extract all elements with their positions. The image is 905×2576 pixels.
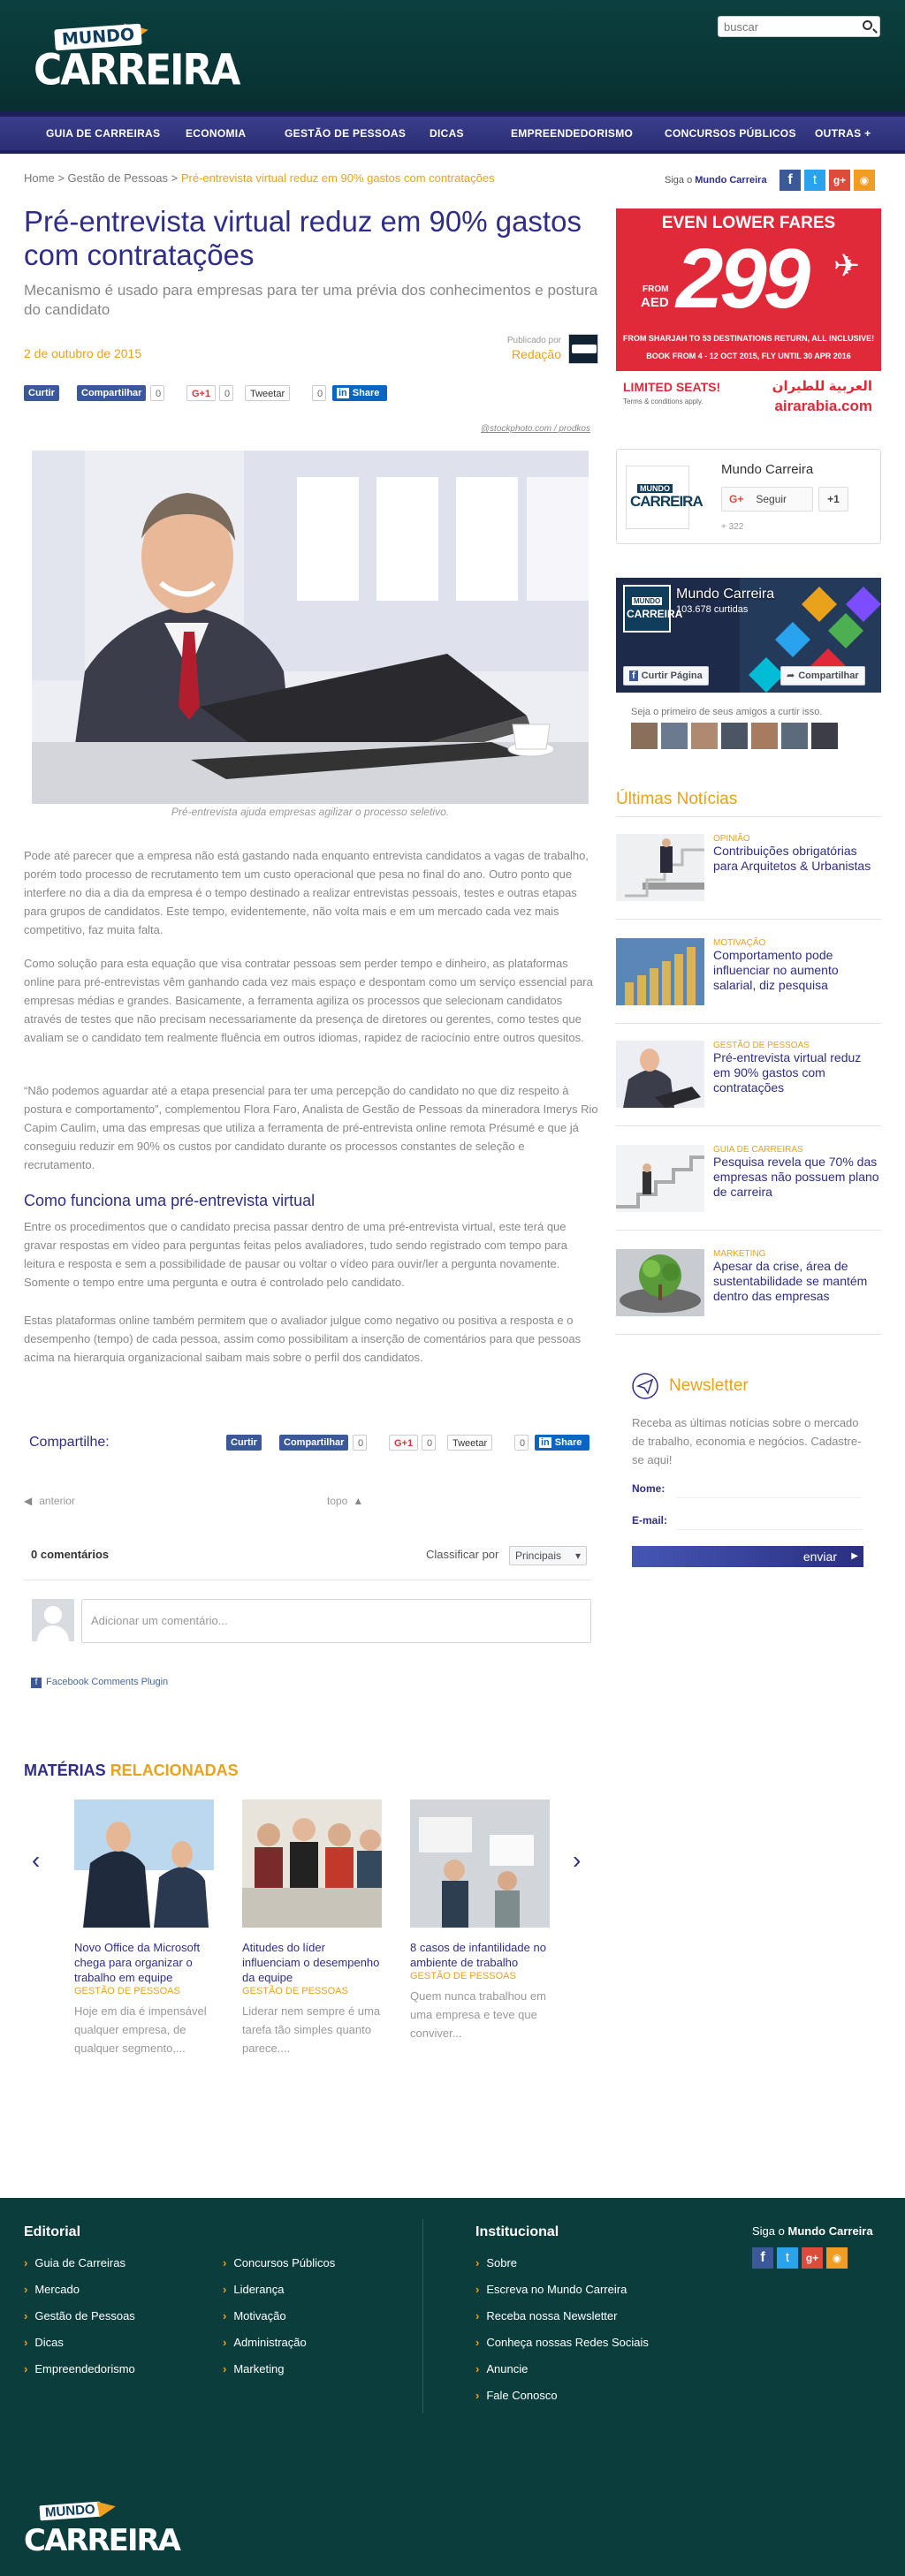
- tweet-button[interactable]: Tweetar: [447, 1435, 492, 1451]
- fb-friends-text: Seja o primeiro de seus amigos a curtir isso.: [631, 707, 823, 717]
- site-logo[interactable]: [34, 21, 240, 101]
- ad-dates: BOOK FROM 4 - 12 OCT 2015, FLY UNTIL 30 APR 2016: [646, 352, 851, 360]
- footer-editorial-heading: Editorial: [24, 2224, 81, 2239]
- fb-comments-plugin[interactable]: [31, 1677, 168, 1688]
- breadcrumb-home[interactable]: Home: [24, 171, 55, 185]
- breadcrumb-current: Pré-entrevista virtual reduz em 90% gastos com contratações: [180, 171, 495, 185]
- news-text: [713, 1249, 881, 1304]
- follow-brand: Mundo Carreira: [695, 175, 767, 186]
- article-paragraph: Entre os procedimentos que o candidato precisa passar dentro de uma pré-entrevista virtual, este terá que gravar respostas em vídeo para perguntas feitas pelos avaliadores, tudo sendo registrado com tempo para leitura e resposta e sem a possibilidade de pausar ou voltar o vídeo para ouvir/ler a pergunta novamente. Somente o tempo entre uma pergunta e outra é controlado pelo candidato.: [24, 1220, 567, 1289]
- article-paragraph: Como solução para esta equação que visa contratar pessoas sem perder tempo e dinheiro, as plataformas online para pré-entrevistas vêm ganhando cada vez mais espaço e despontam como um serviço essencial para empresas médias e grandes. Basicamente, a ferramenta agiliza os processos que selecionam candidatos através de testes que não precisam necessariamente da presença de diretores ou gerentes, como testes que avaliam se o candidato tem realmente fluência em outros idiomas, rapidez de raciocínio entre outros quesitos.: [24, 957, 593, 1044]
- main-nav: [0, 111, 905, 154]
- author-avatar-logo: [572, 345, 597, 353]
- chevron-up-icon: ▲: [353, 1495, 364, 1507]
- comment-input[interactable]: [81, 1599, 591, 1643]
- ad-currency: AED: [641, 295, 669, 310]
- fb-page-widget: [616, 578, 881, 693]
- footer-link[interactable]: › Sobre: [475, 2256, 517, 2269]
- latest-news-item[interactable]: [616, 1145, 881, 1216]
- site-header: [0, 0, 905, 111]
- fb-count: 0: [353, 1435, 367, 1451]
- news-thumbnail-image: [616, 1249, 704, 1316]
- news-text: [713, 1145, 881, 1200]
- fb-page-name[interactable]: Mundo Carreira: [676, 587, 775, 602]
- google-plus-icon[interactable]: g+: [829, 170, 850, 191]
- rss-icon[interactable]: ◉: [854, 170, 875, 191]
- nav-concursos-publicos[interactable]: CONCURSOS PÚBLICOS: [665, 127, 796, 140]
- footer-link[interactable]: › Concursos Públicos: [223, 2256, 335, 2269]
- commenter-avatar: [32, 1599, 74, 1641]
- related-title[interactable]: Atitudes do líder influenciam o desempenho da equipe: [242, 1941, 380, 1984]
- news-thumbnail-image: [616, 1041, 704, 1108]
- footer-link[interactable]: › Escreva no Mundo Carreira: [475, 2283, 627, 2296]
- ad-price: 299: [676, 231, 808, 326]
- comments-sort-label: Classificar por: [426, 1548, 499, 1561]
- newsletter-box: [616, 1346, 881, 1585]
- ad-footer: [616, 371, 881, 429]
- newsletter-name-input[interactable]: [676, 1479, 862, 1498]
- ad-from: FROM: [643, 284, 669, 294]
- related-thumbnail-image: [74, 1799, 214, 1928]
- related-title[interactable]: 8 casos de infantilidade no ambiente de trabalho: [410, 1941, 546, 1969]
- footer-link[interactable]: › Anuncie: [475, 2362, 528, 2375]
- linkedin-label: Share: [554, 1437, 582, 1448]
- breadcrumb-separator: >: [57, 171, 65, 185]
- footer-link[interactable]: › Motivação: [223, 2309, 286, 2322]
- follow-prefix: Siga o: [665, 175, 693, 186]
- related-thumbnail-image: [242, 1799, 382, 1928]
- footer-link[interactable]: › Fale Conosco: [475, 2389, 558, 2402]
- linkedin-share-button[interactable]: [332, 385, 387, 401]
- fb-share-button[interactable]: Compartilhar: [77, 385, 146, 401]
- news-text: [713, 834, 881, 874]
- carousel-next-arrow[interactable]: ›: [573, 1846, 582, 1874]
- fb-like-page-button[interactable]: [623, 666, 709, 686]
- fb-avatar-carreira: CARREIRA: [627, 608, 683, 620]
- footer-follow-prefix: Siga o: [752, 2224, 785, 2238]
- facebook-icon[interactable]: f: [780, 170, 801, 191]
- article-date: 2 de outubro de 2015: [24, 346, 142, 360]
- site-footer: [0, 2198, 905, 2576]
- news-title[interactable]: Pré-entrevista virtual reduz em 90% gastos com contratações: [713, 1050, 862, 1095]
- gplus-avatar-carreira: CARREIRA: [630, 493, 703, 510]
- fb-like-page-label: Curtir Página: [641, 671, 703, 681]
- news-thumbnail: [616, 1145, 704, 1212]
- news-category: MARKETING: [713, 1249, 766, 1259]
- newsletter-heading: Newsletter: [669, 1376, 749, 1395]
- news-title[interactable]: Pesquisa revela que 70% das empresas não possuem plano de carreira: [713, 1155, 879, 1199]
- friend-avatar[interactable]: [721, 723, 748, 749]
- news-thumbnail-image: [616, 834, 704, 901]
- share-arrow-icon: ➦: [787, 671, 795, 681]
- facebook-icon: f: [31, 1678, 42, 1688]
- related-thumbnail: [74, 1799, 214, 1928]
- search-input[interactable]: [719, 17, 851, 36]
- ad-brand-arabic: العربية للطيران: [772, 379, 872, 394]
- breadcrumb-section[interactable]: Gestão de Pessoas: [67, 171, 168, 185]
- friend-avatar[interactable]: [751, 723, 778, 749]
- divider: [616, 1023, 881, 1024]
- footer-link[interactable]: › Gestão de Pessoas: [24, 2309, 135, 2322]
- gplus-page-name[interactable]: Mundo Carreira: [721, 462, 814, 477]
- related-heading: [24, 1762, 239, 1780]
- footer-logo[interactable]: [24, 2502, 179, 2564]
- article-photo-image: [32, 451, 589, 804]
- related-heading-a: MATÉRIAS: [24, 1762, 106, 1779]
- search-box: [718, 16, 880, 37]
- gplus-icon: G+: [729, 493, 744, 505]
- divider: [616, 1230, 881, 1231]
- nav-empreendedorismo[interactable]: EMPREENDEDORISMO: [511, 127, 634, 140]
- ad-brand: airarabia.com: [774, 398, 872, 414]
- avatar-head-icon: [44, 1606, 62, 1624]
- tweet-count: 0: [312, 385, 326, 401]
- footer-institucional-heading: Institucional: [475, 2224, 559, 2239]
- linkedin-label: Share: [352, 388, 380, 398]
- related-thumbnail-image: [410, 1799, 550, 1928]
- divider: [616, 816, 881, 817]
- friend-avatar[interactable]: [811, 723, 838, 749]
- article-paragraph: Estas plataformas online também permitem que o avaliador julgue como negativo ou positiva a resposta e o desempenho (tempo) de cada pessoa, assim como possibilitam a inserção de comentários para que pessoas acima na hierarquia organizacional saibam mais sobre o perfil dos candidatos.: [24, 1314, 582, 1364]
- footer-logo-mundo: MUNDO: [39, 2502, 101, 2521]
- related-category: GESTÃO DE PESSOAS: [410, 1971, 516, 1981]
- gplus-button[interactable]: G+1: [186, 385, 216, 401]
- ad-headline: EVEN LOWER FARES: [661, 214, 836, 232]
- newsletter-email-label: E-mail:: [632, 1514, 668, 1527]
- nav-guia-de-carreiras[interactable]: GUIA DE CARREIRAS: [46, 127, 161, 140]
- search-icon[interactable]: [863, 20, 872, 30]
- newsletter-submit-label: enviar: [802, 1549, 837, 1564]
- footer-link[interactable]: › Guia de Carreiras: [24, 2256, 125, 2269]
- footer-link[interactable]: › Marketing: [223, 2362, 284, 2375]
- prev-post-link[interactable]: [24, 1495, 75, 1507]
- news-category: GUIA DE CARREIRAS: [713, 1145, 803, 1155]
- article-photo: [32, 451, 589, 804]
- fb-page-likes: 103.678 curtidas: [676, 604, 749, 615]
- logo-carreira: CARREIRA: [34, 45, 240, 95]
- fb-friends-faces: [631, 723, 843, 751]
- article-subtitle: Mecanismo é usado para empresas para ter uma prévia dos conhecimentos e postura do candidato: [24, 282, 598, 318]
- gplus-follow-label: Seguir: [756, 493, 787, 505]
- social-icons-top: [780, 170, 877, 191]
- news-thumbnail: [616, 1041, 704, 1108]
- gplus-follower-count: + 322: [721, 522, 744, 532]
- newsletter-text: Receba as últimas notícias sobre o mercado de trabalho, economia e negócios. Cadastre-se aqui!: [632, 1416, 862, 1466]
- twitter-icon[interactable]: t: [804, 170, 825, 191]
- chevron-left-icon: ◀: [24, 1495, 33, 1507]
- news-thumbnail-image: [616, 938, 704, 1005]
- breadcrumb: [24, 171, 495, 185]
- divider: [616, 1125, 881, 1126]
- comments-count: 0 comentários: [31, 1548, 110, 1561]
- latest-news-item[interactable]: [616, 1041, 881, 1111]
- related-excerpt: Quem nunca trabalhou em uma empresa e teve que conviver...: [410, 1989, 546, 2040]
- linkedin-share-button[interactable]: [535, 1435, 589, 1451]
- sort-value: Principais: [515, 1549, 562, 1562]
- news-thumbnail: [616, 834, 704, 901]
- share-bar-bottom: [226, 1435, 597, 1452]
- fb-avatar-mundo: MUNDO: [634, 597, 661, 605]
- share-bar-top: [24, 385, 395, 403]
- news-category: MOTIVAÇÃO: [713, 938, 766, 948]
- related-item[interactable]: [242, 1799, 384, 2057]
- linkedin-icon: in: [541, 1437, 550, 1448]
- related-item[interactable]: [74, 1799, 216, 2057]
- author-avatar: [568, 334, 598, 364]
- footer-link[interactable]: › Receba nossa Newsletter: [475, 2309, 617, 2322]
- latest-news-item[interactable]: [616, 834, 881, 905]
- article-paragraph: “Não podemos aguardar até a etapa presencial para ter uma percepção do candidato no que diz respeito à postura e comportamento”, complementou Flora Faro, Analista de Gestão de Pessoas da mineradora Imerys Rio Capim Caulim, uma das empresas que utiliza a ferramenta de pré-entrevista online remota Présumé e que já conseguiu reduzir em 90% os custos por candidato durante os processos constantes de seleção e recrutamento.: [24, 1084, 598, 1171]
- photo-credit: @stockphoto.com / prodkos: [480, 424, 590, 434]
- footer-link[interactable]: › Conheça nossas Redes Sociais: [475, 2336, 649, 2349]
- news-category: GESTÃO DE PESSOAS: [713, 1041, 810, 1050]
- footer-follow-brand: Mundo Carreira: [787, 2224, 873, 2238]
- news-thumbnail: [616, 938, 704, 1005]
- ad-terms: Terms & conditions apply.: [623, 398, 703, 405]
- divider: [616, 919, 881, 920]
- related-category: GESTÃO DE PESSOAS: [74, 1986, 180, 1996]
- published-by-label: Publicado por: [506, 336, 561, 345]
- newsletter-name-label: Nome:: [632, 1482, 665, 1495]
- footer-divider: [422, 2219, 423, 2413]
- divider: [616, 1334, 881, 1335]
- news-title[interactable]: Comportamento pode influenciar no aumento salarial, diz pesquisa: [713, 948, 839, 992]
- chevron-down-icon: ▾: [574, 1549, 581, 1562]
- article-subheading: Como funciona uma pré-entrevista virtual: [24, 1192, 316, 1209]
- breadcrumb-separator: >: [171, 171, 179, 185]
- photo-caption: Pré-entrevista ajuda empresas agilizar o processo seletivo.: [171, 806, 450, 818]
- author-name[interactable]: Redação: [511, 347, 561, 361]
- footer-link[interactable]: › Mercado: [24, 2283, 80, 2296]
- related-thumbnail: [242, 1799, 382, 1928]
- friend-avatar[interactable]: [691, 723, 718, 749]
- tweet-button[interactable]: Tweetar: [245, 385, 290, 401]
- newsletter-email-input[interactable]: [676, 1511, 862, 1530]
- related-excerpt: Liderar nem sempre é uma tarefa tão simples quanto parece....: [242, 2004, 381, 2055]
- google-plus-icon[interactable]: g+: [802, 2247, 823, 2269]
- related-excerpt: Hoje em dia é impensável qualquer empresa, de qualquer segmento,...: [74, 2004, 207, 2055]
- gplus-button[interactable]: G+1: [389, 1435, 418, 1451]
- paper-plane-svg: [632, 1373, 658, 1399]
- fb-count: 0: [150, 385, 164, 401]
- news-category: OPINIÃO: [713, 834, 750, 844]
- gplus-follow-button[interactable]: [721, 487, 813, 511]
- gplus-count: 0: [219, 385, 233, 401]
- fb-share-page-label: Compartilhar: [798, 671, 859, 681]
- comment-placeholder: Adicionar um comentário...: [91, 1614, 228, 1627]
- footer-social-icons: [752, 2247, 849, 2269]
- gplus-plus-one-button[interactable]: +1: [818, 487, 848, 511]
- facebook-icon: f: [629, 671, 638, 681]
- follow-label: [665, 175, 767, 186]
- news-thumbnail-image: [616, 1145, 704, 1212]
- latest-news-item[interactable]: [616, 938, 881, 1009]
- news-thumbnail: [616, 1249, 704, 1316]
- top-label: topo: [327, 1495, 348, 1507]
- gplus-count: 0: [422, 1435, 436, 1451]
- article-title: Pré-entrevista virtual reduz em 90% gastos com contratações: [24, 205, 582, 271]
- related-item[interactable]: [410, 1799, 551, 2042]
- fb-plugin-label: Facebook Comments Plugin: [46, 1677, 169, 1687]
- news-text: [713, 1041, 881, 1095]
- related-thumbnail: [410, 1799, 550, 1928]
- footer-logo-arrow-icon: [97, 2498, 118, 2517]
- fb-share-page-button[interactable]: [780, 666, 865, 686]
- facebook-icon[interactable]: f: [752, 2247, 773, 2269]
- carousel-prev-arrow[interactable]: ‹: [32, 1846, 41, 1874]
- footer-link[interactable]: › Administração: [223, 2336, 307, 2349]
- latest-news-item[interactable]: [616, 1249, 881, 1320]
- linkedin-icon: in: [338, 388, 347, 398]
- back-to-top-link[interactable]: [327, 1495, 363, 1507]
- ad-seats: LIMITED SEATS!: [623, 380, 721, 394]
- footer-link[interactable]: › Dicas: [24, 2336, 64, 2349]
- fb-share-button[interactable]: Compartilhar: [279, 1435, 348, 1451]
- gplus-avatar-mundo: MUNDO: [637, 484, 673, 493]
- nav-outras[interactable]: OUTRAS +: [815, 127, 871, 140]
- nav-economia[interactable]: ECONOMIA: [186, 127, 247, 140]
- prev-label: anterior: [39, 1495, 75, 1507]
- footer-follow: [752, 2224, 873, 2238]
- share-label: Compartilhe:: [29, 1435, 110, 1450]
- logo-mundo: MUNDO: [54, 24, 142, 51]
- gplus-avatar: [626, 466, 703, 529]
- fb-page-avatar: [623, 585, 683, 633]
- nav-dicas[interactable]: DICAS: [430, 127, 464, 140]
- newsletter-submit-button[interactable]: [632, 1546, 863, 1567]
- fb-like-button[interactable]: Curtir: [24, 385, 59, 401]
- gplus-widget: [616, 449, 881, 544]
- arrow-right-icon: ▶: [851, 1551, 858, 1561]
- ad-route: FROM SHARJAH TO 53 DESTINATIONS RETURN, ALL INCLUSIVE!: [622, 334, 875, 343]
- article-paragraph: Pode até parecer que a empresa não está gastando nada enquanto entrevista candidatos a vagas de trabalho, porém todo processo de recrutamento tem um custo operacional que pesa no final do ano. Outro ponto que interfere no dia a dia da empresa é o tempo destinado a realizar entrevistas pessoais, testes e outras etapas para grupos de candidatos. Este tempo, evidentemente, não volta mais e em um mercado cada vez mais competitivo, faz muita falta.: [24, 849, 589, 936]
- related-title[interactable]: Novo Office da Microsoft chega para organizar o trabalho em equipe: [74, 1941, 201, 1984]
- fb-like-button[interactable]: Curtir: [226, 1435, 262, 1451]
- nav-gestao-de-pessoas[interactable]: GESTÃO DE PESSOAS: [285, 127, 407, 140]
- tweet-count: 0: [514, 1435, 529, 1451]
- footer-link[interactable]: › Liderança: [223, 2283, 284, 2296]
- airplane-icon: ✈: [833, 247, 861, 284]
- friend-avatar[interactable]: [631, 723, 658, 749]
- ad-banner[interactable]: [616, 208, 881, 429]
- news-text: [713, 938, 881, 993]
- rss-icon[interactable]: ◉: [826, 2247, 848, 2269]
- footer-link[interactable]: › Empreendedorismo: [24, 2362, 135, 2375]
- friend-avatar[interactable]: [661, 723, 688, 749]
- comments-sort-select[interactable]: [509, 1546, 587, 1565]
- latest-news-heading: Últimas Notícias: [616, 790, 738, 808]
- footer-logo-carreira: CARREIRA: [24, 2523, 179, 2558]
- news-title[interactable]: Contribuições obrigatórias para Arquitetos & Urbanistas: [713, 844, 871, 873]
- avatar-body-icon: [37, 1625, 69, 1641]
- related-heading-b: RELACIONADAS: [110, 1762, 239, 1779]
- related-category: GESTÃO DE PESSOAS: [242, 1986, 348, 1996]
- news-title[interactable]: Apesar da crise, área de sustentabilidade se mantém dentro das empresas: [713, 1259, 868, 1303]
- twitter-icon[interactable]: t: [777, 2247, 798, 2269]
- paper-plane-icon: [632, 1373, 658, 1399]
- friend-avatar[interactable]: [781, 723, 808, 749]
